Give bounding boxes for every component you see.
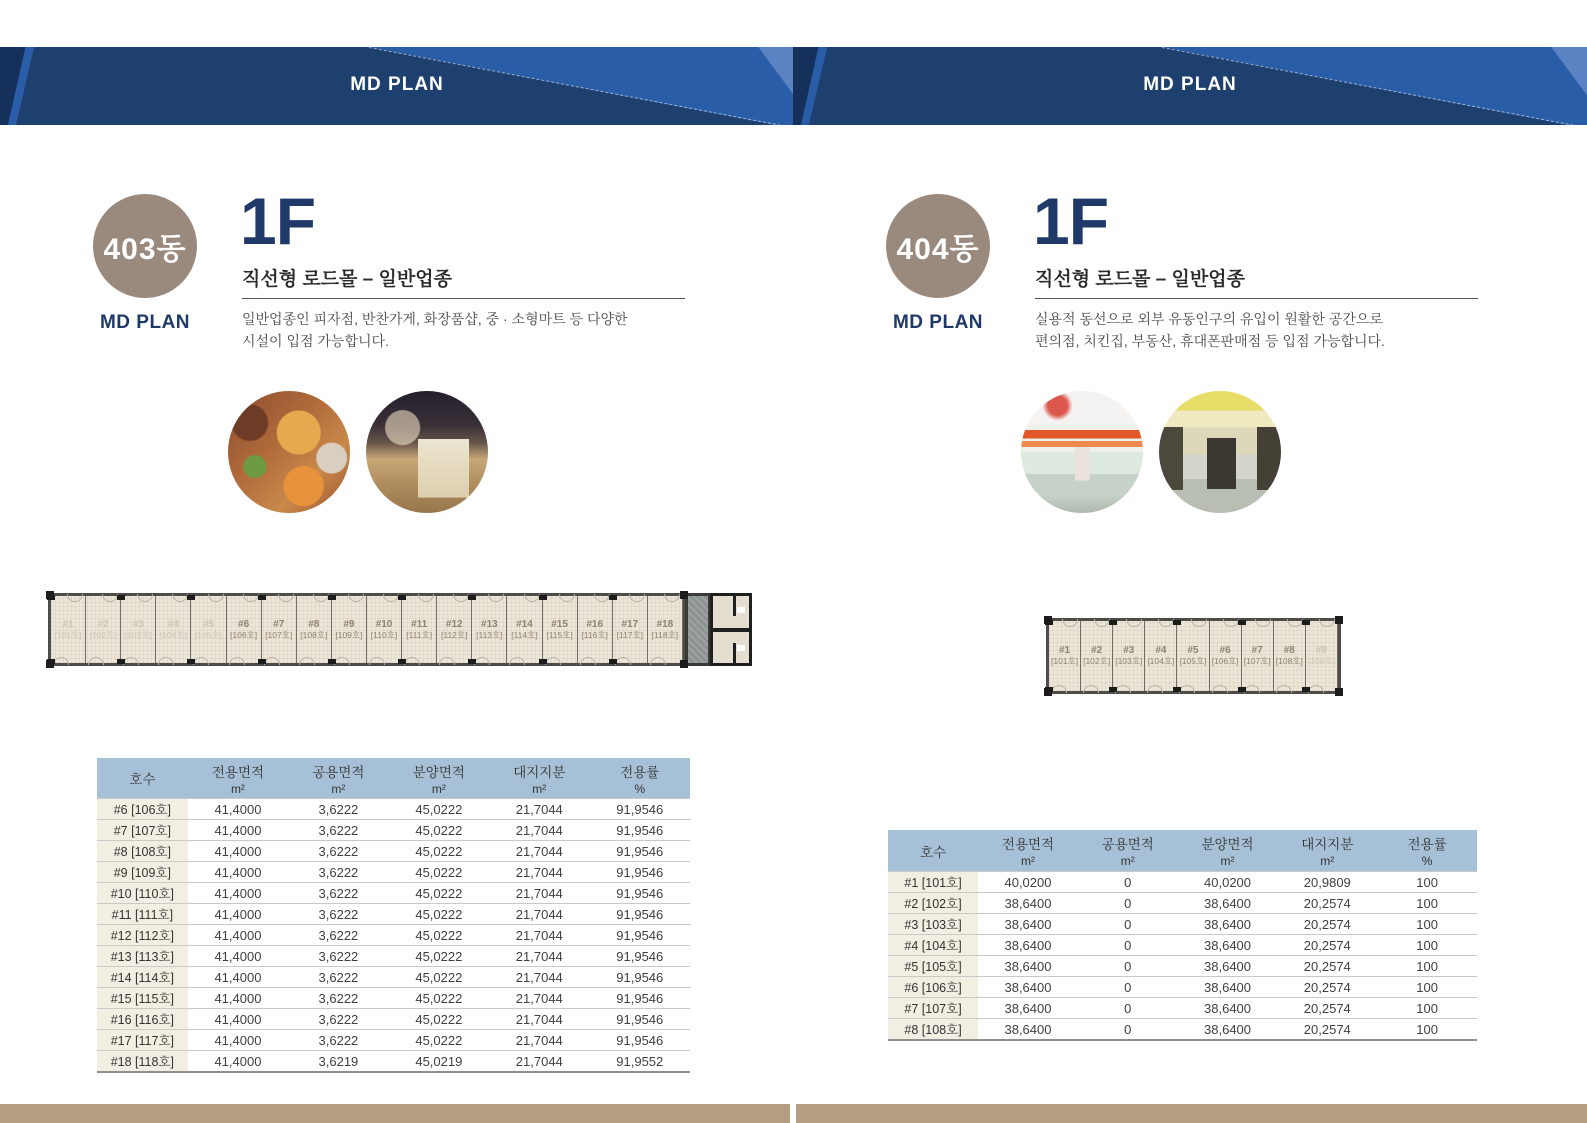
value-cell: 41,4000	[188, 988, 288, 1009]
table-row	[97, 925, 690, 946]
table-row	[97, 1051, 690, 1073]
floorplan-unit: #14 [114호]	[507, 596, 542, 663]
floorplan-unit: #5 [105호]	[191, 596, 226, 663]
floorplan-unit: #18 [118호]	[648, 596, 683, 663]
value-cell: 38,6400	[978, 914, 1078, 935]
value-cell: 40,0200	[1178, 872, 1278, 893]
value-cell: 38,6400	[1178, 998, 1278, 1019]
description	[1035, 308, 1385, 352]
header-band	[793, 47, 1587, 125]
value-cell: 0	[1078, 914, 1178, 935]
floorplan-unit: #11 [111호]	[402, 596, 437, 663]
value-cell: 100	[1377, 956, 1477, 977]
column-header: 분양면적 m²	[1178, 830, 1278, 872]
value-cell: 91,9546	[590, 1030, 690, 1051]
value-cell: 91,9546	[590, 988, 690, 1009]
value-cell: 0	[1078, 893, 1178, 914]
value-cell: 38,6400	[978, 1019, 1078, 1041]
value-cell: 3,6219	[288, 1051, 388, 1073]
column-header: 공용면적 m²	[288, 758, 388, 799]
table-row	[888, 893, 1477, 914]
value-cell: 21,7044	[489, 925, 589, 946]
value-cell: 91,9546	[590, 946, 690, 967]
floorplan-unit: #6 [106호]	[1210, 621, 1242, 691]
value-cell: 45,0222	[389, 988, 489, 1009]
value-cell: 41,4000	[188, 883, 288, 904]
column-header: 호수	[888, 830, 978, 872]
floorplan-unit: #8 [108호]	[1274, 621, 1306, 691]
table-row	[888, 872, 1477, 893]
description-line: 일반업종인 피자점, 반찬가게, 화장품샵, 중 · 소형마트 등 다양한	[242, 311, 628, 327]
value-cell: 38,6400	[1178, 956, 1278, 977]
restaurant-food-photo	[228, 391, 350, 513]
value-cell: 3,6222	[288, 925, 388, 946]
floorplan-unit: #7 [107호]	[262, 596, 297, 663]
value-cell: 21,7044	[489, 799, 589, 820]
value-cell: 45,0222	[389, 820, 489, 841]
value-cell: 21,7044	[489, 1051, 589, 1073]
table-row	[97, 904, 690, 925]
unit-number-cell: #3 [103호]	[888, 914, 978, 935]
table-row	[888, 914, 1477, 935]
mall-type-subtitle: 직선형 로드몰 – 일반업종	[1035, 269, 1245, 290]
value-cell: 3,6222	[288, 1030, 388, 1051]
unit-number-cell: #15 [115호]	[97, 988, 188, 1009]
column-header: 전용률 %	[1377, 830, 1477, 872]
value-cell: 41,4000	[188, 967, 288, 988]
table-row	[888, 956, 1477, 977]
unit-number-cell: #11 [111호]	[97, 904, 188, 925]
floorplan-403	[48, 593, 748, 666]
unit-number-cell: #16 [116호]	[97, 1009, 188, 1030]
value-cell: 91,9546	[590, 883, 690, 904]
badge-label: MD PLAN	[99, 312, 191, 333]
value-cell: 0	[1078, 956, 1178, 977]
value-cell: 100	[1377, 1019, 1477, 1041]
table-row	[97, 883, 690, 904]
floorplan-unit: #6 [106호]	[227, 596, 262, 663]
value-cell: 38,6400	[1178, 914, 1278, 935]
unit-table-403	[97, 758, 690, 1073]
column-header: 호수	[97, 758, 188, 799]
value-cell: 100	[1377, 914, 1477, 935]
column-header: 대지지분 m²	[1277, 830, 1377, 872]
value-cell: 45,0219	[389, 1051, 489, 1073]
floorplan-unit: #1 [101호]	[51, 596, 86, 663]
unit-number-cell: #5 [105호]	[888, 956, 978, 977]
building-badge	[886, 194, 990, 298]
table-row	[97, 841, 690, 862]
value-cell: 21,7044	[489, 1030, 589, 1051]
table-row	[97, 820, 690, 841]
value-cell: 3,6222	[288, 1009, 388, 1030]
value-cell: 41,4000	[188, 1051, 288, 1073]
value-cell: 20,2574	[1277, 914, 1377, 935]
value-cell: 45,0222	[389, 862, 489, 883]
value-cell: 38,6400	[978, 893, 1078, 914]
unit-number-cell: #10 [110호]	[97, 883, 188, 904]
value-cell: 21,7044	[489, 862, 589, 883]
value-cell: 45,0222	[389, 904, 489, 925]
column-header: 전용률 %	[590, 758, 690, 799]
value-cell: 41,4000	[188, 1009, 288, 1030]
value-cell: 91,9546	[590, 799, 690, 820]
footer-accent-bar	[0, 1104, 790, 1123]
floorplan-unit: #7 [107호]	[1242, 621, 1274, 691]
value-cell: 45,0222	[389, 1009, 489, 1030]
value-cell: 20,2574	[1277, 977, 1377, 998]
value-cell: 20,2574	[1277, 956, 1377, 977]
mall-type-subtitle: 직선형 로드몰 – 일반업종	[242, 269, 452, 290]
value-cell: 38,6400	[978, 977, 1078, 998]
value-cell: 21,7044	[489, 820, 589, 841]
value-cell: 40,0200	[978, 872, 1078, 893]
value-cell: 45,0222	[389, 799, 489, 820]
column-header: 전용면적 m²	[188, 758, 288, 799]
value-cell: 3,6222	[288, 967, 388, 988]
phone-shop-storefront-photo	[1021, 391, 1143, 513]
table-row	[97, 988, 690, 1009]
unit-number-cell: #18 [118호]	[97, 1051, 188, 1073]
floorplan-units	[48, 593, 686, 666]
value-cell: 91,9546	[590, 967, 690, 988]
convenience-store-photo	[1159, 391, 1281, 513]
column-header: 공용면적 m²	[1078, 830, 1178, 872]
value-cell: 20,2574	[1277, 998, 1377, 1019]
value-cell: 0	[1078, 1019, 1178, 1041]
value-cell: 45,0222	[389, 967, 489, 988]
value-cell: 21,7044	[489, 883, 589, 904]
floorplan-unit: #9 [109호]	[1306, 621, 1338, 691]
value-cell: 91,9552	[590, 1051, 690, 1073]
table-row	[97, 946, 690, 967]
description	[242, 308, 628, 352]
value-cell: 21,7044	[489, 841, 589, 862]
band-title: MD PLAN	[350, 74, 444, 96]
floorplan-unit: #1 [101호]	[1049, 621, 1081, 691]
value-cell: 91,9546	[590, 820, 690, 841]
unit-number-cell: #6 [106호]	[888, 977, 978, 998]
floorplan-unit: #4 [104호]	[1145, 621, 1177, 691]
unit-table-404	[888, 830, 1477, 1041]
subtitle-rule	[242, 298, 685, 299]
description-line: 실용적 동선으로 외부 유동인구의 유입이 원활한 공간으로	[1035, 311, 1383, 327]
value-cell: 3,6222	[288, 841, 388, 862]
band-title: MD PLAN	[1143, 74, 1237, 96]
value-cell: 91,9546	[590, 862, 690, 883]
column-header: 대지지분 m²	[489, 758, 589, 799]
unit-number-cell: #14 [114호]	[97, 967, 188, 988]
value-cell: 3,6222	[288, 862, 388, 883]
column-header: 분양면적 m²	[389, 758, 489, 799]
table-row	[888, 935, 1477, 956]
value-cell: 21,7044	[489, 988, 589, 1009]
value-cell: 45,0222	[389, 883, 489, 904]
value-cell: 41,4000	[188, 799, 288, 820]
column-header: 전용면적 m²	[978, 830, 1078, 872]
description-line: 편의점, 치킨집, 부동산, 휴대폰판매점 등 입점 가능합니다.	[1035, 333, 1385, 349]
floorplan-unit: #17 [117호]	[613, 596, 648, 663]
value-cell: 38,6400	[978, 998, 1078, 1019]
floorplan-corridor	[685, 593, 711, 666]
value-cell: 41,4000	[188, 1030, 288, 1051]
value-cell: 21,7044	[489, 967, 589, 988]
value-cell: 21,7044	[489, 1009, 589, 1030]
value-cell: 91,9546	[590, 1009, 690, 1030]
page-404	[793, 0, 1587, 1123]
value-cell: 100	[1377, 977, 1477, 998]
floorplan-unit: #2 [102호]	[1081, 621, 1113, 691]
floorplan-unit: #13 [113호]	[472, 596, 507, 663]
floorplan-unit: #10 [110호]	[367, 596, 402, 663]
header-band	[0, 47, 794, 125]
value-cell: 41,4000	[188, 925, 288, 946]
value-cell: 38,6400	[1178, 893, 1278, 914]
table-header-row	[888, 830, 1477, 872]
value-cell: 100	[1377, 998, 1477, 1019]
value-cell: 3,6222	[288, 799, 388, 820]
table-body	[888, 872, 1477, 1041]
floorplan-unit: #8 [108호]	[297, 596, 332, 663]
unit-number-cell: #2 [102호]	[888, 893, 978, 914]
floorplan-unit: #3 [103호]	[121, 596, 156, 663]
table-row	[97, 1009, 690, 1030]
value-cell: 45,0222	[389, 841, 489, 862]
floorplan-unit: #9 [109호]	[332, 596, 367, 663]
floorplan-stair-core	[710, 593, 752, 666]
value-cell: 20,2574	[1277, 893, 1377, 914]
floorplan-unit: #15 [115호]	[543, 596, 578, 663]
unit-number-cell: #7 [107호]	[888, 998, 978, 1019]
cosmetics-store-photo	[366, 391, 488, 513]
floorplan-unit: #3 [103호]	[1113, 621, 1145, 691]
value-cell: 41,4000	[188, 862, 288, 883]
value-cell: 38,6400	[978, 935, 1078, 956]
unit-number-cell: #8 [108호]	[888, 1019, 978, 1041]
table-row	[97, 862, 690, 883]
table-row	[888, 1019, 1477, 1041]
value-cell: 91,9546	[590, 904, 690, 925]
value-cell: 0	[1078, 935, 1178, 956]
unit-number-cell: #6 [106호]	[97, 799, 188, 820]
floorplan-unit: #16 [116호]	[578, 596, 613, 663]
value-cell: 38,6400	[1178, 1019, 1278, 1041]
table-row	[97, 967, 690, 988]
table-body	[97, 799, 690, 1073]
value-cell: 41,4000	[188, 946, 288, 967]
value-cell: 45,0222	[389, 1030, 489, 1051]
value-cell: 91,9546	[590, 925, 690, 946]
floorplan-units	[1046, 618, 1341, 694]
floorplan-404	[1046, 618, 1341, 694]
unit-number-cell: #12 [112호]	[97, 925, 188, 946]
value-cell: 3,6222	[288, 988, 388, 1009]
value-cell: 21,7044	[489, 946, 589, 967]
value-cell: 0	[1078, 977, 1178, 998]
unit-number-cell: #13 [113호]	[97, 946, 188, 967]
value-cell: 3,6222	[288, 820, 388, 841]
description-line: 시설이 입점 가능합니다.	[242, 333, 389, 349]
value-cell: 3,6222	[288, 946, 388, 967]
value-cell: 38,6400	[1178, 977, 1278, 998]
table-header-row	[97, 758, 690, 799]
value-cell: 100	[1377, 872, 1477, 893]
value-cell: 100	[1377, 893, 1477, 914]
value-cell: 0	[1078, 872, 1178, 893]
value-cell: 20,9809	[1277, 872, 1377, 893]
value-cell: 41,4000	[188, 841, 288, 862]
unit-number-cell: #17 [117호]	[97, 1030, 188, 1051]
unit-number-cell: #8 [108호]	[97, 841, 188, 862]
value-cell: 45,0222	[389, 925, 489, 946]
value-cell: 21,7044	[489, 904, 589, 925]
value-cell: 20,2574	[1277, 935, 1377, 956]
floor-title: 1F	[240, 184, 316, 258]
table-row	[888, 998, 1477, 1019]
value-cell: 45,0222	[389, 946, 489, 967]
table-row	[888, 977, 1477, 998]
building-number: 404동	[896, 233, 980, 266]
value-cell: 38,6400	[1178, 935, 1278, 956]
unit-number-cell: #9 [109호]	[97, 862, 188, 883]
footer-accent-bar	[796, 1104, 1587, 1123]
value-cell: 3,6222	[288, 883, 388, 904]
building-number: 403동	[103, 233, 187, 266]
value-cell: 91,9546	[590, 841, 690, 862]
unit-number-cell: #1 [101호]	[888, 872, 978, 893]
value-cell: 41,4000	[188, 904, 288, 925]
floorplan-unit: #12 [112호]	[437, 596, 472, 663]
value-cell: 41,4000	[188, 820, 288, 841]
floor-title: 1F	[1033, 184, 1109, 258]
floorplan-unit: #4 [104호]	[156, 596, 191, 663]
value-cell: 20,2574	[1277, 1019, 1377, 1041]
building-badge	[93, 194, 197, 298]
table-row	[97, 1030, 690, 1051]
floorplan-unit: #5 [105호]	[1177, 621, 1209, 691]
floorplan-unit: #2 [102호]	[86, 596, 121, 663]
value-cell: 38,6400	[978, 956, 1078, 977]
table-row	[97, 799, 690, 820]
subtitle-rule	[1035, 298, 1478, 299]
unit-number-cell: #7 [107호]	[97, 820, 188, 841]
value-cell: 100	[1377, 935, 1477, 956]
badge-label: MD PLAN	[892, 312, 984, 333]
value-cell: 0	[1078, 998, 1178, 1019]
unit-number-cell: #4 [104호]	[888, 935, 978, 956]
value-cell: 3,6222	[288, 904, 388, 925]
